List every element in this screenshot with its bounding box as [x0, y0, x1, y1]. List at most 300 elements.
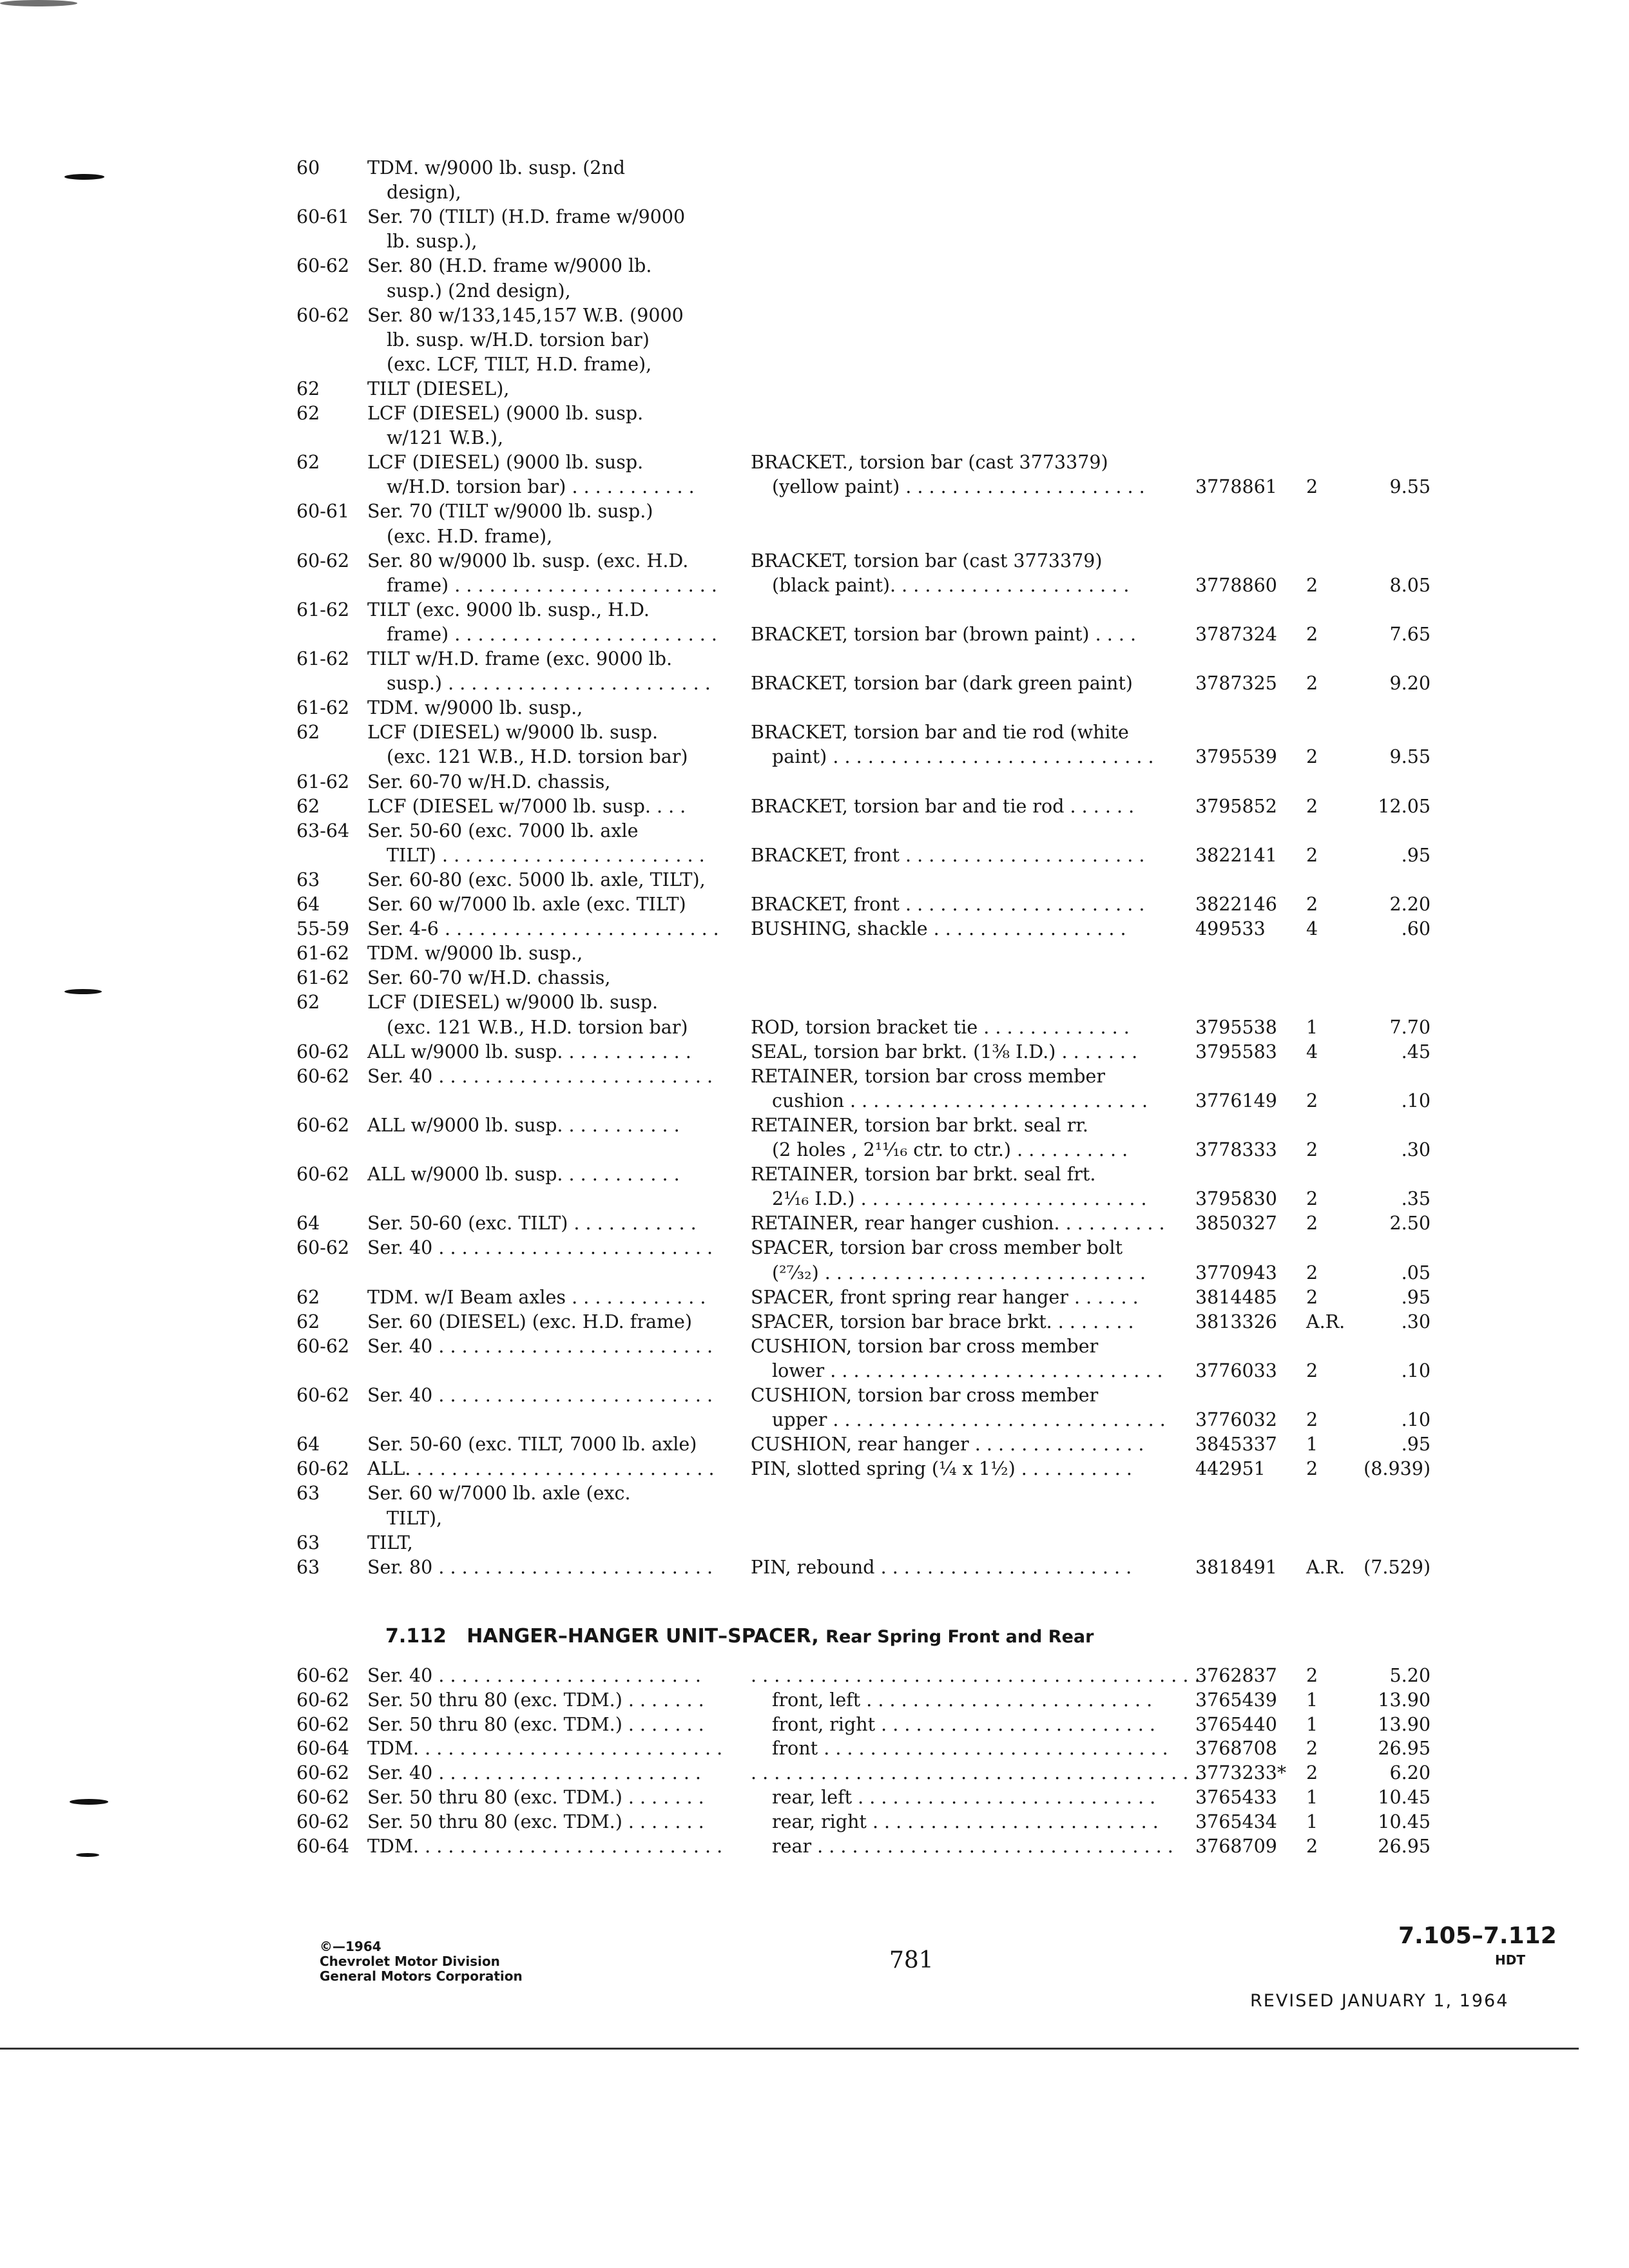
price-cell: .10 — [1401, 1090, 1431, 1111]
application-cell: LCF (DIESEL) (9000 lb. susp. — [367, 403, 644, 424]
application-cell: Ser. 80 (H.D. frame w/9000 lb. — [367, 255, 652, 277]
application-cell: w/H.D. torsion bar) . . . . . . . . . . . — [387, 476, 695, 498]
application-cell: Ser. 40 . . . . . . . . . . . . . . . . . . . . . . . . — [367, 1385, 713, 1406]
application-cell: Ser. 60 w/7000 lb. axle (exc. TILT) — [367, 894, 686, 915]
application-cell: Ser. 60-80 (exc. 5000 lb. axle, TILT), — [367, 869, 706, 890]
year-cell: 64 — [296, 1434, 320, 1456]
description-cell: RETAINER, rear hanger cushion. . . . . . . . . . — [751, 1213, 1165, 1235]
price-cell: 12.05 — [1378, 795, 1431, 817]
table-row — [0, 328, 1629, 352]
application-cell: Ser. 40 . . . . . . . . . . . . . . . . . . . . . . . — [367, 1762, 701, 1784]
table-row — [0, 1736, 1629, 1761]
table-row — [0, 475, 1629, 499]
table-row — [0, 696, 1629, 720]
description-cell: rear . . . . . . . . . . . . . . . . . . . . . . . . . . . . . . . — [772, 1835, 1173, 1857]
quantity-cell: 2 — [1306, 746, 1318, 768]
price-cell: (8.939) — [1364, 1458, 1431, 1480]
quantity-cell: 1 — [1306, 1016, 1318, 1038]
price-cell: 7.65 — [1389, 623, 1431, 645]
description-cell: (2 holes , 2¹¹⁄₁₆ ctr. to ctr.) . . . . . . . . . . — [772, 1139, 1128, 1160]
price-cell: 9.55 — [1389, 476, 1431, 498]
application-cell: Ser. 50 thru 80 (exc. TDM.) . . . . . . . — [367, 1713, 704, 1735]
part-number-cell: 3778861 — [1195, 476, 1277, 498]
table-row — [0, 622, 1629, 647]
year-cell: 60-64 — [296, 1835, 350, 1857]
application-cell: ALL w/9000 lb. susp. . . . . . . . . . . — [367, 1114, 680, 1136]
price-cell: 13.90 — [1378, 1713, 1431, 1735]
year-cell: 62 — [296, 992, 320, 1014]
table-row — [0, 1015, 1629, 1040]
application-cell: Ser. 40 . . . . . . . . . . . . . . . . . . . . . . . — [367, 1665, 701, 1686]
application-cell: frame) . . . . . . . . . . . . . . . . . . . . . . . — [387, 623, 717, 645]
year-cell: 60-62 — [296, 1114, 350, 1136]
application-cell: Ser. 80 . . . . . . . . . . . . . . . . . . . . . . . . — [367, 1556, 713, 1578]
application-cell: TDM. . . . . . . . . . . . . . . . . . . . . . . . . . . — [367, 1835, 723, 1857]
quantity-cell: 2 — [1306, 1213, 1318, 1235]
description-cell: front . . . . . . . . . . . . . . . . . . . . . . . . . . . . . . — [772, 1738, 1168, 1760]
description-cell: PIN, slotted spring (¼ x 1½) . . . . . . . . . . — [751, 1458, 1132, 1480]
part-number-cell: 3762837 — [1195, 1665, 1277, 1686]
price-cell: .60 — [1401, 918, 1431, 940]
part-number-cell: 3818491 — [1195, 1556, 1277, 1578]
price-cell: 7.70 — [1389, 1016, 1431, 1038]
application-cell: w/121 W.B.), — [387, 427, 504, 449]
description-cell: . . . . . . . . . . . . . . . . . . . . . . . . . . . . . . . . . . . . . . . — [751, 1665, 1200, 1686]
price-cell: 9.20 — [1389, 673, 1431, 695]
year-cell: 60-62 — [296, 1458, 350, 1480]
part-number-cell: 3765434 — [1195, 1811, 1277, 1832]
table-row — [0, 426, 1629, 450]
description-cell: front, left . . . . . . . . . . . . . . . . . . . . . . . . . — [772, 1689, 1153, 1711]
year-cell: 61-62 — [296, 771, 350, 793]
part-number-cell: 3787325 — [1195, 673, 1277, 695]
table-row — [0, 819, 1629, 843]
application-cell: Ser. 70 (TILT w/9000 lb. susp.) — [367, 501, 653, 523]
application-cell: LCF (DIESEL w/7000 lb. susp. . . . — [367, 795, 686, 817]
table-row — [0, 573, 1629, 598]
quantity-cell: 2 — [1306, 1360, 1318, 1381]
year-cell: 61-62 — [296, 697, 350, 719]
revised-date: REVISED JANUARY 1, 1964 — [1250, 1991, 1509, 2011]
table-row — [0, 549, 1629, 573]
part-number-cell: 3765433 — [1195, 1787, 1277, 1808]
table-row — [0, 1359, 1629, 1383]
table-row — [0, 1761, 1629, 1785]
price-cell: .05 — [1401, 1262, 1431, 1283]
year-cell: 61-62 — [296, 943, 350, 965]
year-cell: 64 — [296, 1213, 320, 1235]
application-cell: ALL w/9000 lb. susp. . . . . . . . . . . — [367, 1164, 680, 1186]
description-cell: BRACKET, front . . . . . . . . . . . . . . . . . . . . . — [751, 844, 1145, 866]
description-cell: 2¹⁄₁₆ I.D.) . . . . . . . . . . . . . . . . . . . . . . . . . — [772, 1188, 1147, 1210]
application-cell: lb. susp.), — [387, 231, 477, 253]
application-cell: susp.) (2nd design), — [387, 280, 571, 302]
year-cell: 62 — [296, 795, 320, 817]
table-row — [0, 524, 1629, 549]
description-cell: ROD, torsion bracket tie . . . . . . . . . . . . . — [751, 1016, 1130, 1038]
table-row — [0, 1285, 1629, 1310]
description-cell: front, right . . . . . . . . . . . . . . . . . . . . . . . . — [772, 1713, 1155, 1735]
quantity-cell: 2 — [1306, 1188, 1318, 1210]
year-cell: 55-59 — [296, 918, 350, 940]
table-row — [0, 1481, 1629, 1506]
price-cell: 5.20 — [1389, 1665, 1431, 1686]
description-cell: RETAINER, torsion bar brkt. seal rr. — [751, 1114, 1088, 1136]
quantity-cell: 2 — [1306, 623, 1318, 645]
application-cell: LCF (DIESEL) (9000 lb. susp. — [367, 452, 644, 474]
copyright-division: Chevrolet Motor Division — [320, 1954, 500, 1969]
year-cell: 62 — [296, 378, 320, 399]
application-cell: TDM. w/I Beam axles . . . . . . . . . . . . — [367, 1286, 706, 1308]
application-cell: Ser. 4-6 . . . . . . . . . . . . . . . . . . . . . . . . — [367, 918, 719, 940]
price-cell: .30 — [1401, 1139, 1431, 1160]
application-cell: Ser. 60-70 w/H.D. chassis, — [367, 967, 611, 989]
table-row — [0, 966, 1629, 990]
description-cell: lower . . . . . . . . . . . . . . . . . . . . . . . . . . . . . — [772, 1360, 1163, 1381]
description-cell: SPACER, torsion bar cross member bolt — [751, 1237, 1123, 1259]
part-number-cell: 3776149 — [1195, 1090, 1277, 1111]
table-row — [0, 205, 1629, 229]
application-cell: (exc. LCF, TILT, H.D. frame), — [387, 353, 652, 375]
description-cell: BRACKET., torsion bar (cast 3773379) — [751, 452, 1108, 474]
table-row — [0, 770, 1629, 794]
table-row — [0, 1688, 1629, 1713]
description-cell: rear, left . . . . . . . . . . . . . . . . . . . . . . . . . . — [772, 1787, 1156, 1808]
application-cell: TDM. . . . . . . . . . . . . . . . . . . . . . . . . . . — [367, 1738, 723, 1760]
part-number-cell: 3778860 — [1195, 574, 1277, 596]
table-row — [0, 352, 1629, 377]
table-row — [0, 868, 1629, 892]
part-number-cell: 3768709 — [1195, 1835, 1277, 1857]
description-cell: RETAINER, torsion bar cross member — [751, 1065, 1106, 1087]
part-number-cell: 3776033 — [1195, 1360, 1277, 1381]
table-row — [0, 1211, 1629, 1236]
quantity-cell: 2 — [1306, 1762, 1318, 1784]
price-cell: 9.55 — [1389, 746, 1431, 768]
application-cell: susp.) . . . . . . . . . . . . . . . . . . . . . . . — [387, 673, 711, 695]
table-row — [0, 1531, 1629, 1555]
table-row — [0, 1408, 1629, 1432]
table-row — [0, 1089, 1629, 1113]
part-number-cell: 3814485 — [1195, 1286, 1277, 1308]
application-cell: Ser. 40 . . . . . . . . . . . . . . . . . . . . . . . . — [367, 1065, 713, 1087]
price-cell: .95 — [1401, 844, 1431, 866]
section-code: HDT — [1495, 1952, 1525, 1968]
table-row — [0, 229, 1629, 254]
part-number-cell: 3795583 — [1195, 1041, 1277, 1062]
table-row — [0, 1236, 1629, 1260]
table-row — [0, 377, 1629, 401]
price-cell: 10.45 — [1378, 1811, 1431, 1832]
table-row — [0, 1040, 1629, 1064]
table-row — [0, 1383, 1629, 1408]
application-cell: TILT), — [387, 1507, 443, 1529]
application-cell: TDM. w/9000 lb. susp. (2nd — [367, 157, 626, 178]
section-title: HANGER–HANGER UNIT–SPACER, — [467, 1625, 819, 1648]
year-cell: 60-62 — [296, 1041, 350, 1062]
table-row — [0, 1457, 1629, 1481]
year-cell: 63 — [296, 1483, 320, 1504]
year-cell: 60-62 — [296, 1762, 350, 1784]
table-row — [0, 279, 1629, 303]
description-cell: SEAL, torsion bar brkt. (1⅜ I.D.) . . . . . . . — [751, 1041, 1138, 1062]
table-row — [0, 1064, 1629, 1089]
year-cell: 61-62 — [296, 599, 350, 620]
description-cell: BUSHING, shackle . . . . . . . . . . . . . . . . . — [751, 918, 1126, 940]
table-row — [0, 450, 1629, 475]
quantity-cell: 2 — [1306, 844, 1318, 866]
application-cell: ALL w/9000 lb. susp. . . . . . . . . . . . — [367, 1041, 691, 1062]
application-cell: design), — [387, 182, 461, 204]
price-cell: .10 — [1401, 1409, 1431, 1431]
part-number-cell: 499533 — [1195, 918, 1266, 940]
application-cell: TILT w/H.D. frame (exc. 9000 lb. — [367, 648, 673, 669]
table-row — [0, 1664, 1629, 1688]
quantity-cell: A.R. — [1306, 1556, 1345, 1578]
part-number-cell: 3795852 — [1195, 795, 1277, 817]
year-cell: 61-62 — [296, 648, 350, 669]
copyright-block — [320, 1939, 523, 1984]
description-cell: SPACER, torsion bar brace brkt. . . . . . . . — [751, 1311, 1134, 1332]
quantity-cell: 1 — [1306, 1434, 1318, 1456]
application-cell: Ser. 80 w/133,145,157 W.B. (9000 — [367, 304, 684, 326]
price-cell: 6.20 — [1389, 1762, 1431, 1784]
application-cell: LCF (DIESEL) w/9000 lb. susp. — [367, 722, 659, 744]
table-row — [0, 1834, 1629, 1859]
application-cell: TDM. w/9000 lb. susp., — [367, 697, 583, 719]
price-cell: .95 — [1401, 1434, 1431, 1456]
year-cell: 64 — [296, 894, 320, 915]
part-number-cell: 3795538 — [1195, 1016, 1277, 1038]
application-cell: Ser. 50-60 (exc. 7000 lb. axle — [367, 820, 639, 841]
quantity-cell: 2 — [1306, 1090, 1318, 1111]
table-row — [0, 1310, 1629, 1334]
part-number-cell: 3778333 — [1195, 1139, 1277, 1160]
description-cell: BRACKET, torsion bar and tie rod . . . . . . — [751, 795, 1135, 817]
application-cell: (exc. H.D. frame), — [387, 525, 553, 547]
application-cell: Ser. 50-60 (exc. TILT) . . . . . . . . . . . — [367, 1213, 697, 1235]
year-cell: 60-62 — [296, 1665, 350, 1686]
table-row — [0, 794, 1629, 819]
application-cell: Ser. 50 thru 80 (exc. TDM.) . . . . . . . — [367, 1811, 704, 1832]
table-row — [0, 401, 1629, 426]
price-cell: 2.50 — [1389, 1213, 1431, 1235]
price-cell: 26.95 — [1378, 1835, 1431, 1857]
price-cell: .35 — [1401, 1188, 1431, 1210]
quantity-cell: 2 — [1306, 894, 1318, 915]
section-subtitle: Rear Spring Front and Rear — [825, 1627, 1094, 1647]
description-cell: upper . . . . . . . . . . . . . . . . . . . . . . . . . . . . . — [772, 1409, 1166, 1431]
table-row — [0, 499, 1629, 524]
application-cell: Ser. 60 w/7000 lb. axle (exc. — [367, 1483, 631, 1504]
year-cell: 62 — [296, 722, 320, 744]
section-heading — [385, 1625, 1094, 1648]
copyright-corporation: General Motors Corporation — [320, 1968, 523, 1984]
part-number-cell: 3768708 — [1195, 1738, 1277, 1760]
application-cell: Ser. 50 thru 80 (exc. TDM.) . . . . . . . — [367, 1787, 704, 1808]
application-cell: lb. susp. w/H.D. torsion bar) — [387, 329, 650, 351]
part-number-cell: 3822141 — [1195, 844, 1277, 866]
part-number-cell: 3795539 — [1195, 746, 1277, 768]
page-number: 781 — [889, 1947, 934, 1974]
description-cell: BRACKET, front . . . . . . . . . . . . . . . . . . . . . — [751, 894, 1145, 915]
year-cell: 62 — [296, 403, 320, 424]
year-cell: 60 — [296, 157, 320, 178]
year-cell: 60-62 — [296, 1335, 350, 1357]
year-cell: 63 — [296, 869, 320, 890]
table-row — [0, 917, 1629, 941]
part-number-cell: 3845337 — [1195, 1434, 1277, 1456]
table-row — [0, 1713, 1629, 1737]
description-cell: CUSHION, torsion bar cross member — [751, 1335, 1099, 1357]
part-number-cell: 3765440 — [1195, 1713, 1277, 1735]
quantity-cell: 4 — [1306, 1041, 1318, 1062]
part-number-cell: 3795830 — [1195, 1188, 1277, 1210]
description-cell: paint) . . . . . . . . . . . . . . . . . . . . . . . . . . . . — [772, 746, 1154, 768]
price-cell: .10 — [1401, 1360, 1431, 1381]
description-cell: BRACKET, torsion bar (cast 3773379) — [751, 550, 1103, 572]
application-cell: ALL. . . . . . . . . . . . . . . . . . . . . . . . . . . — [367, 1458, 715, 1480]
table-row — [0, 720, 1629, 745]
description-cell: CUSHION, torsion bar cross member — [751, 1385, 1099, 1406]
description-cell: . . . . . . . . . . . . . . . . . . . . . . . . . . . . . . . . . . . . . . . — [751, 1762, 1200, 1784]
price-cell: 2.20 — [1389, 894, 1431, 915]
year-cell: 62 — [296, 452, 320, 474]
year-cell: 60-62 — [296, 1787, 350, 1808]
application-cell: TILT (exc. 9000 lb. susp., H.D. — [367, 599, 650, 620]
table-row — [0, 1432, 1629, 1457]
year-cell: 60-62 — [296, 1237, 350, 1259]
application-cell: Ser. 50-60 (exc. TILT, 7000 lb. axle) — [367, 1434, 697, 1456]
application-cell: TILT (DIESEL), — [367, 378, 510, 399]
price-cell: .95 — [1401, 1286, 1431, 1308]
table-row — [0, 941, 1629, 966]
quantity-cell: 2 — [1306, 1286, 1318, 1308]
application-cell: Ser. 40 . . . . . . . . . . . . . . . . . . . . . . . . — [367, 1335, 713, 1357]
part-number-cell: 3813326 — [1195, 1311, 1277, 1332]
price-cell: 26.95 — [1378, 1738, 1431, 1760]
price-cell: 8.05 — [1389, 574, 1431, 596]
quantity-cell: 4 — [1306, 918, 1318, 940]
description-cell: (yellow paint) . . . . . . . . . . . . . . . . . . . . . — [772, 476, 1145, 498]
price-cell: 10.45 — [1378, 1787, 1431, 1808]
table-row — [0, 647, 1629, 671]
part-number-cell: 3770943 — [1195, 1262, 1277, 1283]
description-cell: rear, right . . . . . . . . . . . . . . . . . . . . . . . . . — [772, 1811, 1159, 1832]
quantity-cell: 2 — [1306, 1139, 1318, 1160]
table-row — [0, 1187, 1629, 1211]
table-row — [0, 745, 1629, 769]
table-row — [0, 1113, 1629, 1138]
price-cell: (7.529) — [1364, 1556, 1431, 1578]
quantity-cell: 2 — [1306, 1738, 1318, 1760]
quantity-cell: 2 — [1306, 574, 1318, 596]
application-cell: Ser. 70 (TILT) (H.D. frame w/9000 — [367, 206, 686, 228]
part-number-cell: 442951 — [1195, 1458, 1266, 1480]
bottom-rule — [0, 2048, 1579, 2050]
application-cell: (exc. 121 W.B., H.D. torsion bar) — [387, 746, 688, 768]
table-row — [0, 1138, 1629, 1162]
table-row — [0, 1334, 1629, 1359]
application-cell: LCF (DIESEL) w/9000 lb. susp. — [367, 992, 659, 1014]
part-number-cell: 3787324 — [1195, 623, 1277, 645]
year-cell: 61-62 — [296, 967, 350, 989]
year-cell: 60-61 — [296, 501, 350, 523]
quantity-cell: 2 — [1306, 1665, 1318, 1686]
table-row — [0, 303, 1629, 328]
year-cell: 63-64 — [296, 820, 350, 841]
year-cell: 62 — [296, 1286, 320, 1308]
table-row — [0, 1162, 1629, 1187]
year-cell: 60-62 — [296, 550, 350, 572]
year-cell: 60-61 — [296, 206, 350, 228]
quantity-cell: A.R. — [1306, 1311, 1345, 1332]
part-number-cell: 3850327 — [1195, 1213, 1277, 1235]
part-number-cell: 3822146 — [1195, 894, 1277, 915]
table-row — [0, 892, 1629, 917]
quantity-cell: 1 — [1306, 1811, 1318, 1832]
year-cell: 63 — [296, 1532, 320, 1553]
application-cell: Ser. 40 . . . . . . . . . . . . . . . . . . . . . . . . — [367, 1237, 713, 1259]
section-range: 7.105–7.112 — [1398, 1923, 1557, 1949]
quantity-cell: 1 — [1306, 1689, 1318, 1711]
part-number-cell: 3773233* — [1195, 1762, 1287, 1784]
quantity-cell: 2 — [1306, 1262, 1318, 1283]
table-row — [0, 598, 1629, 622]
description-cell: SPACER, front spring rear hanger . . . . . . — [751, 1286, 1139, 1308]
table-row — [0, 180, 1629, 205]
description-cell: PIN, rebound . . . . . . . . . . . . . . . . . . . . . . — [751, 1556, 1132, 1578]
application-cell: Ser. 60-70 w/H.D. chassis, — [367, 771, 611, 793]
description-cell: RETAINER, torsion bar brkt. seal frt. — [751, 1164, 1096, 1186]
quantity-cell: 2 — [1306, 476, 1318, 498]
quantity-cell: 1 — [1306, 1713, 1318, 1735]
description-cell: CUSHION, rear hanger . . . . . . . . . . . . . . . — [751, 1434, 1144, 1456]
table-row — [0, 1785, 1629, 1810]
year-cell: 60-62 — [296, 1164, 350, 1186]
table-row — [0, 1261, 1629, 1285]
application-cell: Ser. 50 thru 80 (exc. TDM.) . . . . . . . — [367, 1689, 704, 1711]
description-cell: (²⁷⁄₃₂) . . . . . . . . . . . . . . . . . . . . . . . . . . . . — [772, 1262, 1146, 1283]
application-cell: frame) . . . . . . . . . . . . . . . . . . . . . . . — [387, 574, 717, 596]
quantity-cell: 2 — [1306, 795, 1318, 817]
table-row — [0, 1810, 1629, 1834]
year-cell: 63 — [296, 1556, 320, 1578]
quantity-cell: 1 — [1306, 1787, 1318, 1808]
table-row — [0, 843, 1629, 868]
application-cell: TILT) . . . . . . . . . . . . . . . . . . . . . . . — [387, 844, 705, 866]
year-cell: 60-62 — [296, 255, 350, 277]
quantity-cell: 2 — [1306, 1409, 1318, 1431]
year-cell: 60-62 — [296, 1713, 350, 1735]
section-number: 7.112 — [385, 1625, 447, 1648]
table-row — [0, 1555, 1629, 1580]
table-row — [0, 990, 1629, 1015]
year-cell: 60-62 — [296, 1811, 350, 1832]
quantity-cell: 2 — [1306, 1458, 1318, 1480]
copyright-year: ©—1964 — [320, 1939, 381, 1954]
description-cell: BRACKET, torsion bar (brown paint) . . . . — [751, 623, 1136, 645]
part-number-cell: 3776032 — [1195, 1409, 1277, 1431]
year-cell: 60-62 — [296, 1689, 350, 1711]
description-cell: BRACKET, torsion bar (dark green paint) — [751, 673, 1133, 695]
year-cell: 62 — [296, 1311, 320, 1332]
quantity-cell: 2 — [1306, 673, 1318, 695]
table-row — [0, 254, 1629, 278]
year-cell: 60-62 — [296, 304, 350, 326]
table-row — [0, 156, 1629, 180]
description-cell: (black paint). . . . . . . . . . . . . . . . . . . . . — [772, 574, 1130, 596]
